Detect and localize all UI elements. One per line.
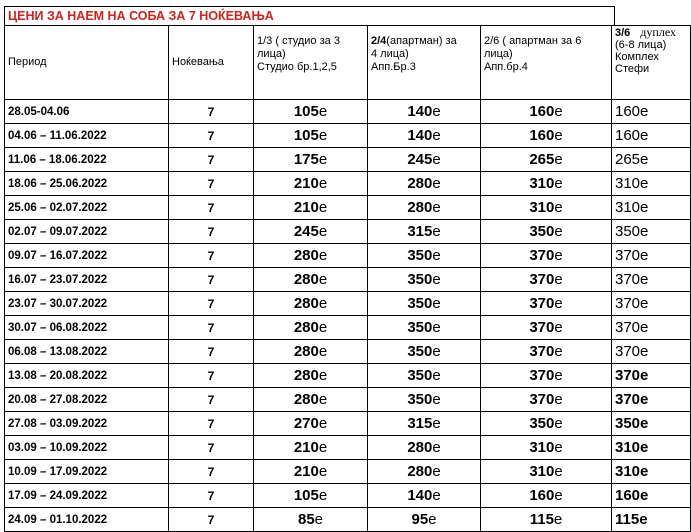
price-cell-1 — [254, 508, 368, 532]
currency-sign: е — [318, 439, 328, 456]
price-cell-2 — [368, 292, 481, 316]
price-cell-4: 265е — [612, 148, 691, 172]
price-cell-3 — [481, 148, 612, 172]
price-value: 315 — [407, 415, 433, 432]
price-value: 350 — [407, 271, 433, 288]
price-cell-2 — [368, 148, 481, 172]
price-cell-3 — [481, 388, 612, 412]
price-cell-4: 115е — [612, 508, 691, 532]
price-cell-3 — [481, 364, 612, 388]
price-value: 95 — [411, 511, 429, 528]
price-cell-4: 370е — [612, 244, 691, 268]
header-duplex-line3: Комплех — [615, 51, 659, 63]
header-apartment-6-line3: Апп.бр.4 — [484, 61, 528, 73]
price-table — [4, 25, 691, 532]
currency-sign: е — [318, 175, 328, 192]
nights-cell: 7 — [169, 124, 254, 148]
currency-sign: е — [553, 511, 563, 528]
price-value: 280 — [407, 463, 433, 480]
currency-sign: е — [554, 271, 563, 288]
header-apartment-4-line1: (апартман) за — [386, 35, 457, 47]
table-row — [5, 412, 691, 436]
nights-cell: 7 — [169, 172, 254, 196]
currency-sign: е — [432, 319, 441, 336]
price-cell-2 — [368, 436, 481, 460]
nights-cell: 7 — [169, 460, 254, 484]
currency-sign: е — [432, 199, 441, 216]
currency-sign: е — [432, 127, 441, 144]
nights-cell: 7 — [169, 388, 254, 412]
price-value: 370 — [529, 343, 555, 360]
price-cell-2 — [368, 316, 481, 340]
price-value: 160 — [529, 487, 555, 504]
price-value: 370 — [529, 271, 555, 288]
price-cell-2 — [368, 508, 481, 532]
table-row — [5, 268, 691, 292]
currency-sign: е — [318, 463, 328, 480]
price-cell-4: 370е — [612, 340, 691, 364]
period-cell: 16.07 – 23.07.2022 — [5, 268, 169, 292]
price-cell-2 — [368, 196, 481, 220]
price-cell-2 — [368, 100, 481, 124]
currency-sign: е — [432, 271, 441, 288]
nights-cell: 7 — [169, 244, 254, 268]
price-cell-1 — [254, 124, 368, 148]
currency-sign: е — [554, 439, 563, 456]
currency-sign: е — [554, 487, 563, 504]
header-studio-line3: Студио бр.1,2,5 — [257, 61, 337, 73]
currency-sign: е — [432, 367, 441, 384]
price-cell-4: 160е — [612, 124, 691, 148]
nights-cell: 7 — [169, 196, 254, 220]
table-row — [5, 148, 691, 172]
period-cell: 10.09 – 17.09.2022 — [5, 460, 169, 484]
price-cell-3 — [481, 292, 612, 316]
header-apartment-4 — [368, 26, 481, 100]
price-cell-3 — [481, 220, 612, 244]
currency-sign: е — [432, 391, 441, 408]
period-cell: 25.06 – 02.07.2022 — [5, 196, 169, 220]
period-cell: 24.09 – 01.10.2022 — [5, 508, 169, 532]
currency-sign: е — [318, 247, 328, 264]
nights-cell: 7 — [169, 148, 254, 172]
currency-sign: е — [554, 175, 563, 192]
price-value: 280 — [293, 295, 319, 312]
header-duplex-code: 3/6 — [615, 27, 631, 39]
price-value: 310 — [529, 463, 555, 480]
price-value: 280 — [293, 247, 319, 264]
price-cell-4: 160е — [612, 484, 691, 508]
price-cell-3 — [481, 340, 612, 364]
price-cell-3 — [481, 460, 612, 484]
period-cell: 28.05-04.06 — [5, 100, 169, 124]
period-cell: 09.07 – 16.07.2022 — [5, 244, 169, 268]
price-cell-2 — [368, 244, 481, 268]
price-value: 280 — [293, 343, 319, 360]
nights-cell: 7 — [169, 292, 254, 316]
currency-sign: е — [428, 511, 437, 528]
price-cell-4: 370е — [612, 268, 691, 292]
currency-sign: е — [318, 127, 328, 144]
price-value: 105 — [293, 103, 319, 120]
price-value: 370 — [529, 367, 555, 384]
currency-sign: е — [554, 103, 563, 120]
price-value: 370 — [529, 295, 555, 312]
price-cell-1 — [254, 460, 368, 484]
nights-cell: 7 — [169, 268, 254, 292]
price-cell-3 — [481, 484, 612, 508]
nights-cell: 7 — [169, 484, 254, 508]
price-cell-4: 370е — [612, 388, 691, 412]
price-value: 310 — [529, 439, 555, 456]
period-cell: 20.08 – 27.08.2022 — [5, 388, 169, 412]
price-cell-1 — [254, 388, 368, 412]
price-value: 105 — [293, 127, 319, 144]
header-duplex — [612, 26, 691, 100]
price-cell-3 — [481, 436, 612, 460]
price-cell-2 — [368, 172, 481, 196]
nights-cell: 7 — [169, 508, 254, 532]
currency-sign: е — [554, 295, 563, 312]
currency-sign: е — [432, 295, 441, 312]
price-value: 210 — [293, 175, 319, 192]
table-row — [5, 244, 691, 268]
price-value: 140 — [407, 487, 433, 504]
nights-cell: 7 — [169, 340, 254, 364]
header-apartment-4-line3: Апп.Бр.3 — [371, 61, 416, 73]
currency-sign: е — [432, 151, 441, 168]
nights-cell: 7 — [169, 436, 254, 460]
price-cell-4: 370е — [612, 364, 691, 388]
price-value: 280 — [407, 175, 433, 192]
currency-sign: е — [318, 271, 328, 288]
price-value: 350 — [407, 367, 433, 384]
currency-sign: е — [432, 487, 441, 504]
price-value: 350 — [407, 343, 433, 360]
price-value: 350 — [529, 223, 555, 240]
table-row — [5, 220, 691, 244]
price-cell-2 — [368, 364, 481, 388]
period-cell: 18.06 – 25.06.2022 — [5, 172, 169, 196]
header-period: Период — [5, 26, 169, 100]
currency-sign: е — [432, 103, 441, 120]
currency-sign: е — [318, 223, 328, 240]
period-cell: 30.07 – 06.08.2022 — [5, 316, 169, 340]
table-row — [5, 292, 691, 316]
price-cell-1 — [254, 244, 368, 268]
currency-sign: е — [554, 223, 563, 240]
currency-sign: е — [554, 127, 563, 144]
table-row — [5, 196, 691, 220]
period-cell: 13.08 – 20.08.2022 — [5, 364, 169, 388]
period-cell: 17.09 – 24.09.2022 — [5, 484, 169, 508]
price-cell-2 — [368, 412, 481, 436]
price-cell-3 — [481, 508, 612, 532]
currency-sign: е — [554, 367, 563, 384]
price-value: 280 — [293, 391, 319, 408]
header-studio — [254, 26, 368, 100]
price-value: 160 — [529, 103, 555, 120]
price-cell-1 — [254, 364, 368, 388]
price-value: 210 — [293, 463, 319, 480]
table-row — [5, 316, 691, 340]
currency-sign: е — [318, 199, 328, 216]
period-cell: 04.06 – 11.06.2022 — [5, 124, 169, 148]
price-value: 245 — [293, 223, 319, 240]
table-row — [5, 124, 691, 148]
currency-sign: е — [318, 319, 328, 336]
currency-sign: е — [554, 415, 563, 432]
currency-sign: е — [554, 319, 563, 336]
price-value: 280 — [293, 319, 319, 336]
price-value: 350 — [407, 391, 433, 408]
price-value: 140 — [407, 103, 433, 120]
price-value: 310 — [529, 175, 555, 192]
price-cell-1 — [254, 268, 368, 292]
currency-sign: е — [554, 343, 563, 360]
currency-sign: е — [432, 463, 441, 480]
header-apartment-6 — [481, 26, 612, 100]
table-row — [5, 100, 691, 124]
table-row — [5, 460, 691, 484]
price-value: 160 — [529, 127, 555, 144]
currency-sign: е — [432, 223, 441, 240]
price-cell-1 — [254, 100, 368, 124]
period-cell: 03.09 – 10.09.2022 — [5, 436, 169, 460]
currency-sign: е — [432, 439, 441, 456]
table-row — [5, 172, 691, 196]
currency-sign: е — [432, 415, 441, 432]
currency-sign: е — [318, 151, 328, 168]
price-cell-4: 160е — [612, 100, 691, 124]
price-cell-2 — [368, 268, 481, 292]
period-cell: 23.07 – 30.07.2022 — [5, 292, 169, 316]
price-value: 280 — [293, 271, 319, 288]
price-cell-1 — [254, 316, 368, 340]
price-cell-3 — [481, 172, 612, 196]
currency-sign: е — [318, 391, 328, 408]
price-cell-1 — [254, 292, 368, 316]
header-studio-line1: 1/3 ( студио за 3 — [257, 35, 340, 47]
table-title: ЦЕНИ ЗА НАЕМ НА СОБА ЗА 7 НОЌЕВАЊА — [4, 6, 615, 26]
currency-sign: е — [318, 415, 328, 432]
price-cell-3 — [481, 316, 612, 340]
header-nights: Ноќевања — [169, 26, 254, 100]
price-value: 105 — [293, 487, 319, 504]
currency-sign: е — [554, 463, 563, 480]
period-cell: 27.08 – 03.09.2022 — [5, 412, 169, 436]
price-value: 370 — [529, 319, 555, 336]
currency-sign: е — [554, 247, 563, 264]
price-value: 270 — [293, 415, 319, 432]
price-value: 115 — [529, 511, 554, 528]
price-value: 85 — [297, 511, 315, 528]
price-value: 280 — [407, 199, 433, 216]
price-cell-4: 350е — [612, 412, 691, 436]
period-cell: 11.06 – 18.06.2022 — [5, 148, 169, 172]
price-cell-2 — [368, 124, 481, 148]
currency-sign: е — [318, 343, 328, 360]
currency-sign: е — [554, 151, 563, 168]
nights-cell: 7 — [169, 364, 254, 388]
price-value: 265 — [529, 151, 555, 168]
header-apartment-4-line2: 4 лица) — [371, 48, 409, 60]
price-value: 350 — [407, 247, 433, 264]
currency-sign: е — [318, 487, 328, 504]
price-value: 350 — [407, 319, 433, 336]
currency-sign: е — [318, 367, 328, 384]
price-cell-3 — [481, 124, 612, 148]
price-value: 370 — [529, 391, 555, 408]
currency-sign: е — [314, 511, 324, 528]
price-cell-2 — [368, 340, 481, 364]
price-value: 310 — [529, 199, 555, 216]
price-cell-1 — [254, 484, 368, 508]
price-value: 210 — [293, 439, 319, 456]
header-duplex-line4: Стефи — [615, 63, 650, 75]
price-cell-1 — [254, 196, 368, 220]
price-cell-4: 370е — [612, 292, 691, 316]
price-cell-2 — [368, 220, 481, 244]
price-cell-3 — [481, 196, 612, 220]
header-apartment-6-line1: 2/6 ( апартман за 6 — [484, 35, 582, 47]
header-duplex-word: дуплех — [640, 25, 676, 39]
currency-sign: е — [318, 103, 328, 120]
currency-sign: е — [432, 175, 441, 192]
price-cell-4: 350е — [612, 220, 691, 244]
price-cell-1 — [254, 220, 368, 244]
currency-sign: е — [554, 391, 563, 408]
price-cell-3 — [481, 268, 612, 292]
price-cell-4: 310е — [612, 196, 691, 220]
price-value: 245 — [407, 151, 433, 168]
price-value: 280 — [407, 439, 433, 456]
nights-cell: 7 — [169, 316, 254, 340]
currency-sign: е — [432, 343, 441, 360]
price-cell-1 — [254, 436, 368, 460]
price-value: 210 — [293, 199, 319, 216]
period-cell: 02.07 – 09.07.2022 — [5, 220, 169, 244]
price-value: 280 — [293, 367, 319, 384]
price-cell-1 — [254, 412, 368, 436]
table-row — [5, 388, 691, 412]
price-cell-4: 310е — [612, 460, 691, 484]
price-value: 350 — [407, 295, 433, 312]
price-cell-1 — [254, 172, 368, 196]
nights-cell: 7 — [169, 412, 254, 436]
currency-sign: е — [554, 199, 563, 216]
header-studio-line2: лица) — [257, 48, 286, 60]
price-cell-2 — [368, 460, 481, 484]
price-cell-3 — [481, 244, 612, 268]
price-cell-3 — [481, 412, 612, 436]
price-cell-3 — [481, 100, 612, 124]
price-value: 370 — [529, 247, 555, 264]
price-cell-2 — [368, 484, 481, 508]
price-cell-1 — [254, 148, 368, 172]
price-value: 175 — [293, 151, 319, 168]
header-row — [5, 26, 691, 100]
table-row — [5, 340, 691, 364]
price-cell-1 — [254, 340, 368, 364]
currency-sign: е — [432, 247, 441, 264]
price-cell-2 — [368, 388, 481, 412]
table-row — [5, 484, 691, 508]
nights-cell: 7 — [169, 220, 254, 244]
price-value: 140 — [407, 127, 433, 144]
price-value: 350 — [529, 415, 555, 432]
price-cell-4: 310е — [612, 172, 691, 196]
table-row — [5, 508, 691, 532]
header-apartment-4-code: 2/4 — [371, 35, 387, 47]
header-duplex-line2: (6-8 лица) — [615, 39, 667, 51]
table-row — [5, 436, 691, 460]
price-cell-4: 370е — [612, 316, 691, 340]
period-cell: 06.08 – 13.08.2022 — [5, 340, 169, 364]
table-row — [5, 364, 691, 388]
header-apartment-6-line2: лица) — [484, 48, 513, 60]
currency-sign: е — [318, 295, 328, 312]
price-value: 315 — [407, 223, 433, 240]
nights-cell: 7 — [169, 100, 254, 124]
price-cell-4: 310е — [612, 436, 691, 460]
